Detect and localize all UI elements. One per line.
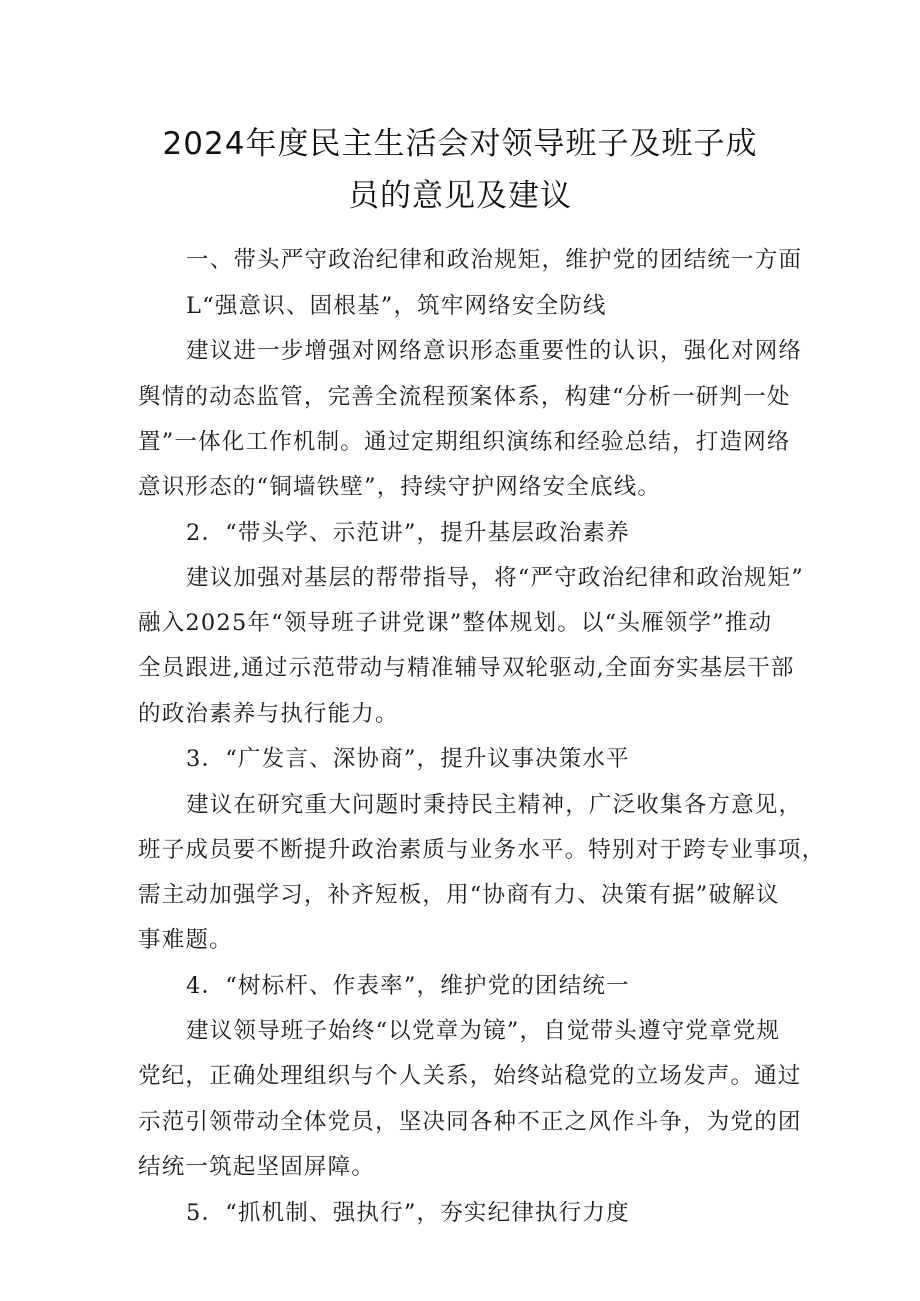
document-title-line-1: 2024年度民主生活会对领导班子及班子成 [162,126,758,162]
item-2-line-3: 全员跟进,通过示范带动与精准辅导双轮驱动,全面夯实基层干部 [138,655,795,681]
item-4-line-4: 结统一筑起坚固屏障。 [138,1154,376,1180]
item-3-heading: 3．“广发言、深协商”，提升议事决策水平 [186,746,630,772]
item-2-line-1: 建议加强对基层的帮带指导，将“严守政治纪律和政治规矩” [186,565,804,591]
item-2-line-2: 融入2025年“领导班子讲党课”整体规划。以“头雁领学”推动 [138,610,773,636]
item-4-line-3: 示范引领带动全体党员，坚决同各种不正之风作斗争，为党的团 [138,1109,802,1135]
section-1-heading: 一、带头严守政治纪律和政治规矩，维护党的团结统一方面 [186,247,803,273]
item-1-heading: L“强意识、固根基”，筑牢网络安全防线 [186,293,607,319]
item-3-line-3: 需主动加强学习，补齐短板，用“协商有力、决策有据”破解议 [138,882,780,908]
item-3-line-2: 班子成员要不断提升政治素质与业务水平。特别对于跨专业事项， [138,837,826,863]
item-1-line-1: 建议进一步增强对网络意识形态重要性的认识，强化对网络 [186,338,803,364]
document-title-line-2: 员的意见及建议 [348,178,572,214]
item-1-line-4: 意识形态的“铜墙铁壁”，持续守护网络安全底线。 [138,474,662,500]
item-3-line-4: 事难题。 [138,927,233,953]
item-4-line-1: 建议领导班子始终“以党章为镜”，自觉带头遵守党章党规 [186,1018,781,1044]
item-3-line-1: 建议在研究重大问题时秉持民主精神，广泛收集各方意见， [186,792,803,818]
item-4-heading: 4．“树标杆、作表率”，维护党的团结统一 [186,973,630,999]
item-2-line-4: 的政治素养与执行能力。 [138,701,399,727]
item-1-line-2: 舆情的动态监管，完善全流程预案体系，构建“分析一研判一处 [138,384,791,410]
item-5-heading: 5．“抓机制、强执行”，夯实纪律执行力度 [186,1200,630,1226]
item-1-line-3: 置”一体化工作机制。通过定期组织演练和经验总结，打造网络 [138,429,791,455]
item-4-line-2: 党纪，正确处理组织与个人关系，始终站稳党的立场发声。通过 [138,1063,802,1089]
item-2-heading: 2．“带头学、示范讲”，提升基层政治素养 [186,520,630,546]
